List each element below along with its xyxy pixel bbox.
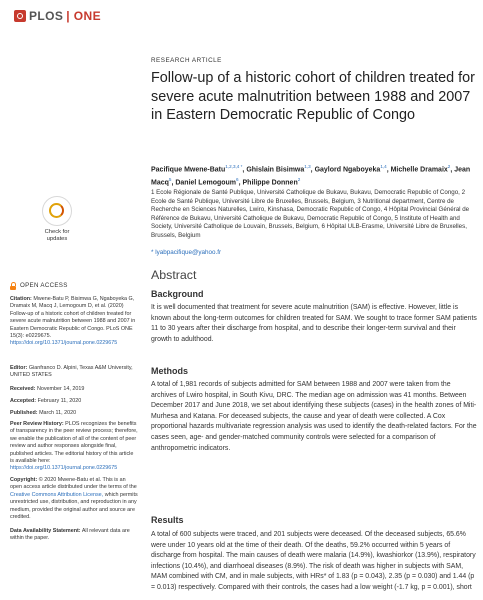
peer-review-block — [10, 421, 138, 473]
corresponding-email[interactable]: * lyabpacifique@yahoo.fr — [151, 249, 222, 256]
background-text: It is well documented that treatment for severe acute malnutrition (SAM) is effective. However, little is known about the long-term outcomes for children treated for SAM. We sought to trace former SAM patients 11 to 30 years after their discharge from hospital, and to describe their longer-term survival and their growth to adulthood. — [151, 304, 477, 343]
article-title: Follow-up of a historic cohort of children treated for severe acute malnutrition between 1988 and 2007 in Eastern Democratic Republic of Congo — [151, 70, 475, 123]
author-affiliation-marker: 5 — [168, 177, 172, 183]
author-affiliation-marker: 2 — [297, 177, 301, 183]
methods-heading: Methods — [151, 366, 188, 376]
accepted-date: February 11, 2020 — [37, 398, 82, 404]
methods-text: A total of 1,981 records of subjects admitted for SAM between 1988 and 2007 were taken from the archives of Lwiro hospital, in South Kivu, DRC. The median age on admission was 41 months. Between December 2017 and June 2018, we set about identifying these subjects (cases) in the health zones of Miti-Murhesa and Katana. For deceased subjects, the cause and year of death were collected. A Cox proportional hazards multivariate regression analysis was used to identify the death-related factors. For the cases seen, age- and gender-matched community controls were selected for a comparison of anthropometric indicators. — [151, 381, 477, 452]
author-name[interactable]: Philippe Donnen — [242, 179, 298, 187]
background-heading: Background — [151, 289, 204, 299]
license-link[interactable]: Creative Commons Attribution License, — [10, 491, 104, 498]
author-list: Pacifique Mwene-Batu$^{1,2,3,4 *}$, Ghislain Bisimwa$^{1,3}$, Gaylord Ngaboyeka$^{1,4}$, Michelle Dramaix$^2$, Jean Macq$^5$, Daniel Lemogoum$^6$, Philippe Donnen$^2$ — [151, 164, 471, 187]
citation-doi-link[interactable]: https://doi.org/10.1371/journal.pone.0229675 — [10, 340, 118, 347]
abstract-heading: Abstract — [151, 268, 197, 282]
published-block — [10, 410, 138, 417]
copyright-text-2: which permits unrestricted use, distribution, and reproduction in any medium, provided the original author and source are credited. — [10, 491, 138, 521]
peer-review-doi-link[interactable]: https://doi.org/10.1371/journal.pone.0229675 — [10, 465, 118, 472]
check-updates-icon — [42, 196, 72, 226]
editor-label: Editor: — [10, 365, 28, 371]
editor-block — [10, 365, 138, 380]
copyright-block — [10, 477, 138, 521]
badge-label — [34, 229, 80, 243]
open-access-lock-icon — [10, 282, 16, 290]
received-block — [10, 386, 138, 393]
author-affiliation-marker: 6 — [236, 177, 239, 183]
data-availability-block — [10, 528, 138, 543]
check-for-updates-badge[interactable] — [34, 196, 80, 250]
accepted-label: Accepted: — [10, 398, 37, 404]
received-label: Received: — [10, 386, 36, 392]
citation-label: Citation: — [10, 296, 32, 302]
author-name[interactable]: Pacifique Mwene-Batu — [151, 166, 226, 174]
open-access-label — [10, 282, 138, 290]
citation-text: Mwene-Batu P, Bisimwa G, Ngaboyeka G, Dramaix M, Macq J, Lemogoum D, et al. (2020) Follow-up of a historic cohort of children treated for severe acute malnutrition between 1988 and 2007 in Eastern Democratic Republic of Congo. PLoS ONE 15(3): e0229675. — [10, 296, 136, 340]
journal-logo[interactable] — [14, 9, 101, 23]
accepted-block — [10, 398, 138, 405]
peer-review-text: PLOS recognizes the benefits of transparency in the peer review process; therefore, we enable the publication of all of the content of peer review and author responses alongside final, published articles. The editorial history of this article is available here: — [10, 421, 138, 465]
results-text: A total of 600 subjects were traced, and 201 subjects were deceased. Of the deceased subjects, 65.6% were under 10 years old at the time of their death. Of the deaths, 59.2% occurred within 5 years of discharge from hospital. The main causes of death were malaria (14.9%), kwashiorkor (13.9%), respiratory infections (10.4%), and diarrhoeal diseases (8.9%). The risk of death was higher in subjects with SAM, MAM combined with CM, and in male subjects, with HRs* of 1.83 (p = 0.043), 2.35 (p = 0.030) and 1.44 (p = 0.013) respectively. Compared with their controls, the cases had a low weight (-1.7 kg, p = 0.001), short — [151, 531, 476, 591]
editor-text: Gianfranco D. Alpini, Texas A&M University, UNITED STATES — [10, 365, 133, 379]
logo-plos-text: PLOS — [29, 9, 64, 23]
copyright-text: © 2020 Mwene-Batu et al. This is an open access article distributed under the terms of the — [10, 477, 137, 491]
author-name[interactable]: Ghislain Bisimwa — [246, 166, 305, 174]
open-access-text: OPEN ACCESS — [20, 282, 68, 290]
logo-one-label: ONE — [73, 9, 101, 23]
published-date: March 11, 2020 — [39, 410, 77, 416]
data-availability-label: Data Availability Statement: — [10, 528, 81, 534]
author-affiliation-marker: 1,3 — [304, 164, 311, 169]
author-name[interactable]: Daniel Lemogoum — [175, 179, 237, 187]
author-name[interactable]: Gaylord Ngaboyeka — [314, 166, 381, 174]
affiliations — [151, 189, 477, 241]
badge-line-2: updates — [46, 236, 68, 242]
copyright-label: Copyright: — [10, 477, 38, 483]
citation-block — [10, 296, 138, 348]
received-date: November 14, 2019 — [36, 386, 85, 392]
published-label: Published: — [10, 410, 38, 416]
author-name[interactable]: Jean Macq — [151, 166, 471, 187]
author-affiliation-marker: 1,2,3,4 * — [225, 164, 243, 169]
badge-line-1: Check for — [44, 229, 70, 235]
peer-review-label: Peer Review History: — [10, 421, 64, 427]
author-affiliation-marker: 2 — [447, 164, 451, 169]
author-affiliation-marker: 1,4 — [380, 164, 387, 169]
author-name[interactable]: Michelle Dramaix — [390, 166, 448, 174]
plos-logo-icon — [14, 10, 26, 22]
logo-one-text: | ONE — [66, 9, 101, 23]
affiliation-text: 1 Ecole Régionale de Santé Publique, Université Catholique de Bukavu, Bukavu, Democratic Republic of Congo, 2 Ecole de Santé Publique, Université Libre de Bruxelles, Brussels, Belgium, 3 Nutritional department, Centre de Recherche en Sciences Naturelles, Lwiro, Kinshasa, Democratic Republic of Congo, 4 Hôpital Provincial Général de Référence de Bukavu, Université Catholique de Bukavu, Democratic Republic of Congo, 5 Institute of Health and Society, Université Catholique de Louvain, Brussels, Belgium, 6 Hôpital ULB-Erasme, Université Libre de Bruxelles, Brussels, Belgium — [151, 189, 470, 239]
results-heading: Results — [151, 515, 184, 525]
data-availability-text: All relevant data are within the paper. — [10, 528, 130, 542]
article-type: RESEARCH ARTICLE — [151, 57, 222, 64]
